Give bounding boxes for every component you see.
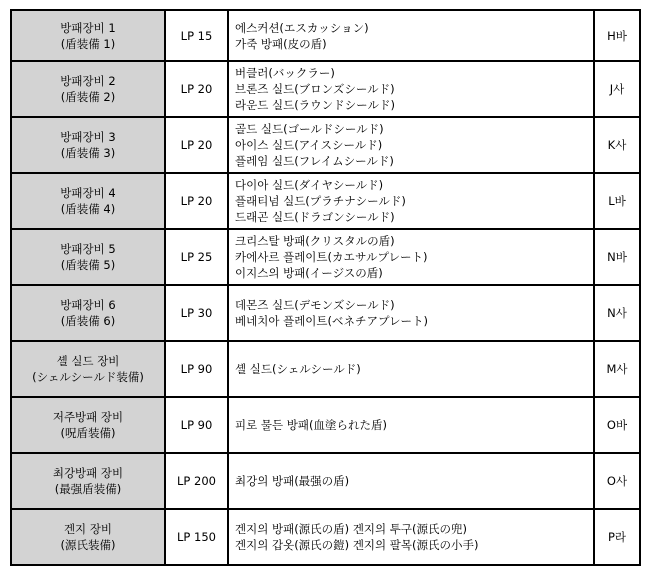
equipment-name-korean: 방패장비 3 — [60, 130, 116, 144]
item-entry: 에스커션(エスカッション) — [235, 20, 369, 35]
shop-code-cell: N사 — [594, 285, 640, 341]
equipment-name-cell — [11, 285, 165, 341]
table-row — [11, 397, 640, 453]
equipment-name-korean: 방패장비 4 — [60, 186, 116, 200]
item-entry: 크리스탈 방패(クリスタルの盾) — [235, 234, 395, 248]
lp-cost-cell: LP 150 — [165, 509, 228, 565]
lp-cost-cell: LP 90 — [165, 341, 228, 397]
shop-code-cell: O사 — [594, 453, 640, 509]
lp-cost-cell: LP 25 — [165, 229, 228, 285]
equipment-name-cell — [11, 173, 165, 229]
lp-cost-cell: LP 20 — [165, 117, 228, 173]
item-entry: 아이스 실드(アイスシールド) — [235, 138, 383, 152]
item-entry: 다이아 실드(ダイヤシールド) — [235, 178, 384, 192]
table-row — [11, 10, 640, 61]
equipment-name-korean: 겐지 장비 — [63, 522, 113, 536]
item-entry: 피로 물든 방패(血塗られた盾) — [235, 418, 387, 432]
shop-code-cell: L바 — [594, 173, 640, 229]
equipment-name-japanese: (シェルシールド装備) — [32, 370, 144, 384]
item-entry: 가죽 방패(皮の盾) — [235, 36, 327, 51]
shield-equipment-table — [10, 9, 641, 566]
item-entry: 겐지의 방패(源氏の盾) 겐지의 투구(源氏の兜) — [235, 522, 468, 536]
table-body — [11, 10, 640, 565]
equipment-name-cell — [11, 229, 165, 285]
items-cell — [228, 509, 594, 565]
equipment-name-japanese: (盾装備 5) — [60, 258, 116, 272]
shop-code-cell: M사 — [594, 341, 640, 397]
equipment-name-korean: 방패장비 5 — [60, 242, 116, 256]
table-row — [11, 117, 640, 173]
equipment-name-korean: 셸 실드 장비 — [56, 354, 120, 368]
equipment-name-japanese: (最强盾装備) — [54, 482, 122, 496]
lp-cost-cell: LP 30 — [165, 285, 228, 341]
equipment-name-japanese: (源氏装備) — [60, 538, 116, 552]
shop-code-cell: P라 — [594, 509, 640, 565]
equipment-name-cell — [11, 61, 165, 117]
items-cell — [228, 397, 594, 453]
item-entry: 골드 실드(ゴールドシールド) — [235, 122, 384, 136]
table-row — [11, 453, 640, 509]
table-row — [11, 229, 640, 285]
table-row — [11, 61, 640, 117]
table-row — [11, 341, 640, 397]
equipment-name-japanese: (盾装備 6) — [60, 314, 116, 328]
item-entry: 최강의 방패(最强の盾) — [235, 474, 350, 488]
item-entry: 셸 실드(シェルシールド) — [235, 362, 361, 376]
lp-cost-cell: LP 20 — [165, 173, 228, 229]
item-entry: 드래곤 실드(ドラゴンシールド) — [235, 210, 395, 224]
equipment-name-korean: 저주방패 장비 — [52, 410, 124, 424]
item-entry: 겐지의 갑옷(源氏の鎧) 겐지의 팔목(源氏の小手) — [235, 538, 479, 552]
equipment-name-japanese: (盾装備 3) — [60, 146, 116, 160]
lp-cost-cell: LP 90 — [165, 397, 228, 453]
equipment-name-cell — [11, 341, 165, 397]
shop-code-cell: K사 — [594, 117, 640, 173]
table-row — [11, 285, 640, 341]
equipment-name-japanese: (盾装備 1) — [60, 36, 116, 51]
items-cell — [228, 453, 594, 509]
items-cell — [228, 117, 594, 173]
equipment-name-japanese: (盾装備 2) — [60, 90, 116, 104]
items-cell — [228, 173, 594, 229]
item-entry: 데몬즈 실드(デモンズシールド) — [235, 298, 395, 312]
equipment-name-cell — [11, 10, 165, 61]
items-cell — [228, 285, 594, 341]
items-cell — [228, 341, 594, 397]
shop-code-cell: J사 — [594, 61, 640, 117]
item-entry: 버클러(バックラー) — [235, 66, 335, 80]
shop-code-cell: H바 — [594, 10, 640, 61]
item-entry: 플래티넘 실드(プラチナシールド) — [235, 194, 406, 208]
shop-code-cell: N바 — [594, 229, 640, 285]
equipment-name-japanese: (盾装備 4) — [60, 202, 116, 216]
item-entry: 베네치아 플레이트(ベネチアプレート) — [235, 314, 429, 328]
equipment-name-cell — [11, 117, 165, 173]
item-entry: 카에사르 플레이트(カエサルプレート) — [235, 250, 428, 264]
equipment-name-cell — [11, 453, 165, 509]
lp-cost-cell: LP 15 — [165, 10, 228, 61]
equipment-name-cell — [11, 397, 165, 453]
equipment-name-cell — [11, 509, 165, 565]
equipment-name-korean: 최강방패 장비 — [52, 466, 124, 480]
table-row — [11, 509, 640, 565]
equipment-name-korean: 방패장비 6 — [60, 298, 116, 312]
table-row — [11, 173, 640, 229]
equipment-name-korean: 방패장비 1 — [60, 20, 116, 35]
shop-code-cell: O바 — [594, 397, 640, 453]
lp-cost-cell: LP 20 — [165, 61, 228, 117]
items-cell — [228, 10, 594, 61]
items-cell — [228, 61, 594, 117]
item-entry: 라운드 실드(ラウンドシールド) — [235, 98, 395, 112]
item-entry: 브론즈 실드(ブロンズシールド) — [235, 82, 395, 96]
lp-cost-cell: LP 200 — [165, 453, 228, 509]
items-cell — [228, 229, 594, 285]
equipment-name-japanese: (呪盾装備) — [60, 426, 116, 440]
item-entry: 플레임 실드(フレイムシールド) — [235, 154, 394, 168]
equipment-name-korean: 방패장비 2 — [60, 74, 116, 88]
item-entry: 이지스의 방패(イージスの盾) — [235, 266, 383, 280]
